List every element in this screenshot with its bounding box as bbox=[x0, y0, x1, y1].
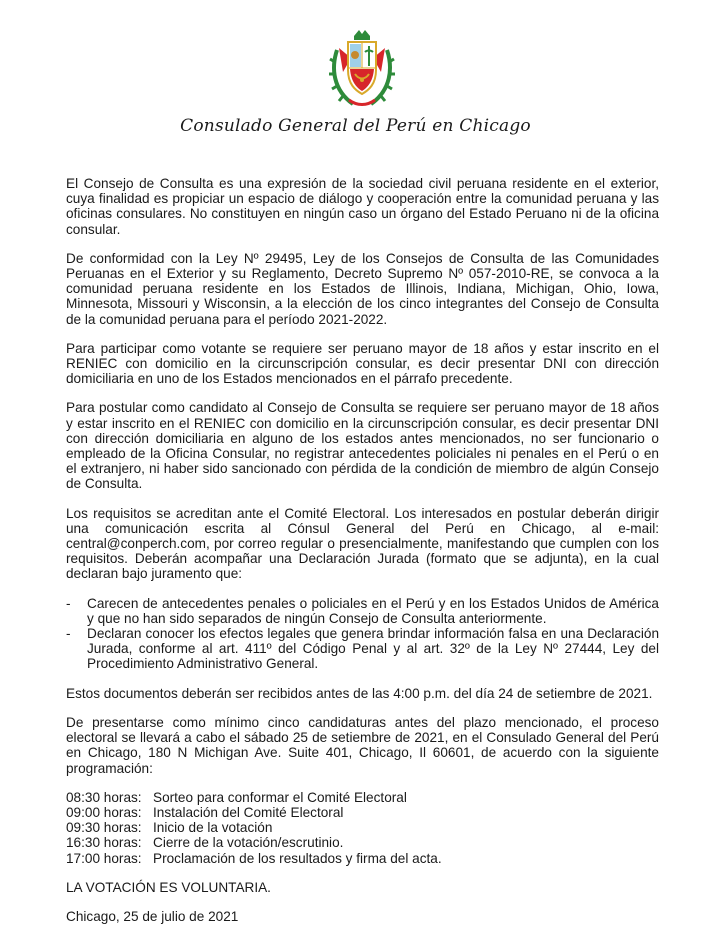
list-item bbox=[66, 596, 659, 626]
list-marker: - bbox=[66, 626, 71, 642]
voluntary-notice: LA VOTACIÓN ES VOLUNTARIA. bbox=[66, 879, 271, 895]
schedule-row bbox=[66, 835, 659, 850]
schedule-activity: Instalación del Comité Electoral bbox=[153, 804, 344, 820]
schedule-time: 16:30 horas: bbox=[66, 835, 142, 851]
letter-body bbox=[66, 176, 659, 938]
peru-coat-of-arms-seal bbox=[329, 28, 395, 110]
list-item bbox=[66, 626, 659, 672]
schedule-activity: Sorteo para conformar el Comité Electoral bbox=[153, 789, 407, 805]
list-item-text: Declaran conocer los efectos legales que genera brindar información falsa en una Declaración Jurada, conforme al art. 411º del Código Penal y al art. 32º de la Ley Nº 27444, Ley del Procedimiento Administrativo General. bbox=[87, 626, 659, 672]
paragraph-consejo-definition: El Consejo de Consulta es una expresión de la sociedad civil peruana residente en el exterior, cuya finalidad es propiciar un espacio de diálogo y cooperación entre la comunidad peruana y las oficinas consulares. No constituyen en ningún caso un órgano del Estado Peruano ni de la oficina consular. bbox=[66, 176, 659, 237]
schedule-time: 17:00 horas: bbox=[66, 850, 142, 866]
election-info: De presentarse como mínimo cinco candidaturas antes del plazo mencionado, el proceso electoral se llevará a cabo el sábado 25 de setiembre de 2021, en el Consulado General del Perú en Chicago, 180 N Michigan Ave. Suite 401, Chicago, Il 60601, de acuerdo con la siguiente programación: bbox=[66, 714, 659, 776]
paragraph-candidate-requirements: Para postular como candidato al Consejo de Consulta se requiere ser peruano mayor de 18 años y estar inscrito en el RENIEC con domicilio en la circunscripción consular, es decir presentar DNI con dirección domiciliaria en alguno de los estados antes mencionados, no ser funcionario o empleado de la Oficina Consular, no registrar antecedentes policiales ni penales en el Perú o en el extranjero, ni haber sido sancionado con pérdida de la condición de miembro de algún Consejo de Consulta. bbox=[66, 400, 659, 492]
election-schedule bbox=[66, 790, 659, 866]
list-marker: - bbox=[66, 595, 71, 611]
schedule-activity: Cierre de la votación/escrutinio. bbox=[153, 835, 344, 851]
schedule-activity: Proclamación de los resultados y firma del acta. bbox=[153, 850, 442, 866]
schedule-row bbox=[66, 790, 659, 805]
schedule-time: 09:00 horas: bbox=[66, 804, 142, 820]
schedule-activity: Inicio de la votación bbox=[153, 820, 273, 836]
consulate-name: Consulado General del Perú en Chicago bbox=[180, 116, 531, 136]
paragraph-application-process: Los requisitos se acreditan ante el Comité Electoral. Los interesados en postular deberán dirigir una comunicación escrita al Cónsul General del Perú en Chicago, al e-mail: central@conperch.com, por correo regular o presencialmente, manifestando que cumplen con los requisitos. Deberán acompañar una Declaración Jurada (formato que se adjunta), en la cual declaran bajo juramento que: bbox=[66, 505, 659, 582]
deadline-notice: Estos documentos deberán ser recibidos antes de las 4:00 p.m. del día 24 de setiembre de 2021. bbox=[66, 685, 653, 701]
schedule-row bbox=[66, 851, 659, 866]
paragraph-convocation: De conformidad con la Ley Nº 29495, Ley de los Consejos de Consulta de las Comunidades Peruanas en el Exterior y su Reglamento, Decreto Supremo Nº 057-2010-RE, se convoca a la comunidad peruana residente en los Estados de Illinois, Indiana, Michigan, Ohio, Iowa, Minnesota, Missouri y Wisconsin, a la elección de los cinco integrantes del Consejo de Consulta de la comunidad peruana para el período 2021-2022. bbox=[66, 250, 659, 327]
place-date: Chicago, 25 de julio de 2021 bbox=[66, 908, 239, 924]
list-item-text: Carecen de antecedentes penales o policiales en el Perú y en los Estados Unidos de América y que no han sido separados de ningún Consejo de Consulta anteriormente. bbox=[87, 595, 659, 626]
schedule-time: 08:30 horas: bbox=[66, 789, 142, 805]
schedule-time: 09:30 horas: bbox=[66, 820, 142, 836]
schedule-row bbox=[66, 820, 659, 835]
schedule-row bbox=[66, 805, 659, 820]
declaration-list bbox=[66, 596, 659, 672]
paragraph-voter-requirements: Para participar como votante se requiere ser peruano mayor de 18 años y estar inscrito en el RENIEC con domicilio en la circunscripción consular, es decir presentar DNI con dirección domiciliaria en uno de los Estados mencionados en el párrafo precedente. bbox=[66, 340, 659, 387]
